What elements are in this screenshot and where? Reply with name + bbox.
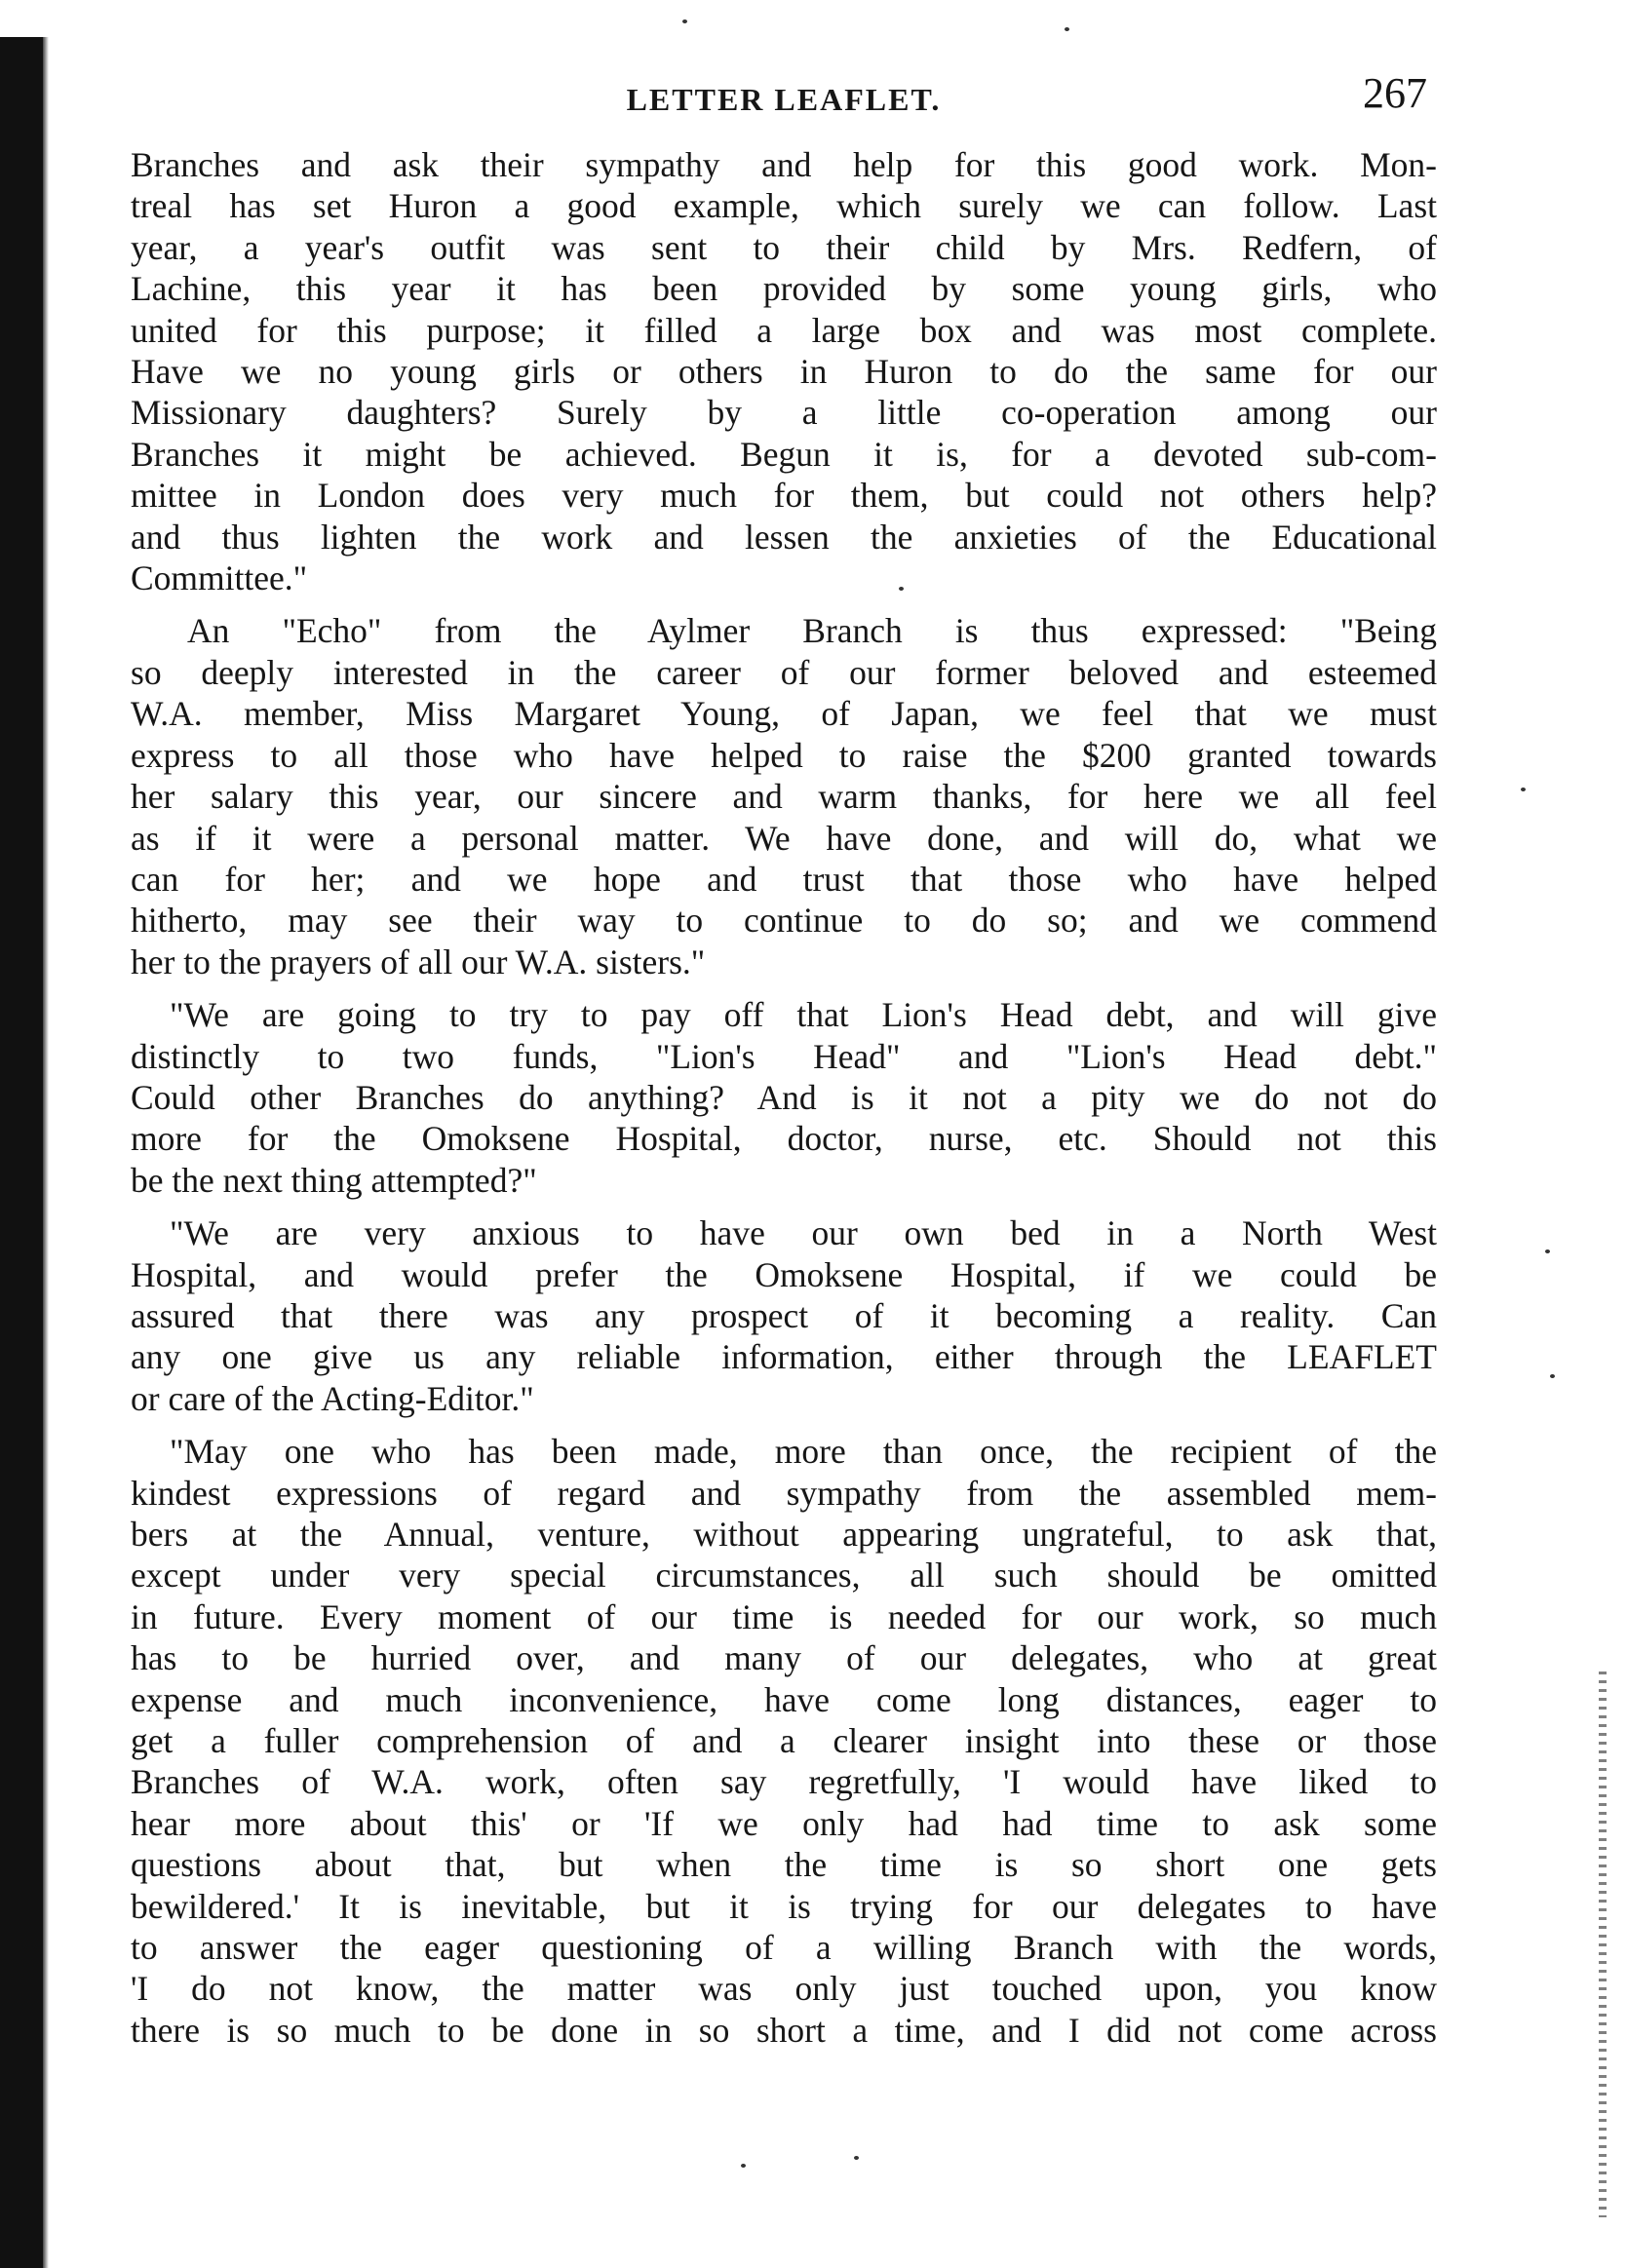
text-line: get a fuller comprehension of and a clearer insight into these or those [131, 1721, 1437, 1761]
text-line: distinctly to two funds, "Lion's Head" and "Lion's Head debt." [131, 1036, 1437, 1076]
text-line: be the next thing attempted?" [131, 1160, 537, 1200]
text-line: united for this purpose; it filled a large box and was most complete. [131, 310, 1437, 350]
text-line: Committee." [131, 558, 308, 598]
text-line: express to all those who have helped to raise the $200 granted towards [131, 735, 1437, 775]
text-line: so deeply interested in the career of our former beloved and esteemed [131, 652, 1437, 692]
speck [1545, 1249, 1550, 1253]
body-text [131, 144, 1437, 2051]
paragraph [131, 994, 1437, 1201]
text-line: more for the Omoksene Hospital, doctor, nurse, etc. Should not this [131, 1119, 1437, 1159]
text-line: 'I do not know, the matter was only just touched upon, you know [131, 1969, 1437, 2009]
text-line: any one give us any reliable information, either through the LEAFLET [131, 1337, 1437, 1377]
text-line: can for her; and we hope and trust that those who have helped [131, 859, 1437, 899]
text-line: questions about that, but when the time is so short one gets [131, 1845, 1437, 1885]
text-line: hear more about this' or 'If we only had had time to ask some [131, 1803, 1437, 1843]
text-line: kindest expressions of regard and sympathy from the assembled mem- [131, 1473, 1437, 1513]
text-line: and thus lighten the work and lessen the anxieties of the Educational [131, 517, 1437, 557]
text-line: there is so much to be done in so short a time, and I did not come across [131, 2010, 1437, 2050]
text-line: Missionary daughters? Surely by a little co-operation among our [131, 393, 1437, 433]
speck [1065, 27, 1069, 31]
text-line: to answer the eager questioning of a willing Branch with the words, [131, 1928, 1437, 1968]
text-line: except under very special circumstances, all such should be omitted [131, 1556, 1437, 1595]
text-line: "We are going to try to pay off that Lion's Head debt, and will give [170, 995, 1437, 1035]
text-line: hitherto, may see their way to continue to do so; and we commend [131, 901, 1437, 941]
speck [854, 2156, 859, 2160]
speck [741, 2164, 746, 2168]
text-line: year, a year's outfit was sent to their child by Mrs. Redfern, of [131, 227, 1437, 267]
text-line: An "Echo" from the Aylmer Branch is thus expressed: "Being [187, 611, 1437, 651]
running-head: LETTER LEAFLET. [626, 82, 942, 117]
paragraph [131, 1212, 1437, 1419]
text-line: Branches it might be achieved. Begun it is, for a devoted sub-com- [131, 434, 1437, 474]
paragraph [131, 1431, 1437, 2051]
text-line: her salary this year, our sincere and warm thanks, for here we all feel [131, 777, 1437, 817]
paragraph [131, 144, 1437, 598]
text-line: has to be hurried over, and many of our delegates, who at great [131, 1638, 1437, 1678]
text-line: treal has set Huron a good example, which surely we can follow. Last [131, 186, 1437, 226]
speck [1521, 788, 1526, 791]
text-line: or care of the Acting-Editor." [131, 1378, 534, 1418]
text-line: Could other Branches do anything? And is it not a pity we do not do [131, 1077, 1437, 1117]
text-line: in future. Every moment of our time is needed for our work, so much [131, 1596, 1437, 1636]
text-line: Hospital, and would prefer the Omoksene Hospital, if we could be [131, 1254, 1437, 1294]
text-line: Branches of W.A. work, often say regretfully, 'I would have liked to [131, 1762, 1437, 1802]
page [131, 68, 1437, 2062]
text-line: Lachine, this year it has been provided by some young girls, who [131, 269, 1437, 309]
text-line: expense and much inconvenience, have come long distances, eager to [131, 1679, 1437, 1719]
text-line: bewildered.' It is inevitable, but it is trying for our delegates to have [131, 1886, 1437, 1926]
text-line: her to the prayers of all our W.A. sisters." [131, 942, 706, 981]
text-line: Have we no young girls or others in Huron to do the same for our [131, 352, 1437, 392]
text-line: as if it were a personal matter. We have done, and will do, what we [131, 818, 1437, 858]
page-header [131, 68, 1437, 127]
text-line: "May one who has been made, more than once, the recipient of the [170, 1432, 1437, 1472]
speck [682, 19, 687, 23]
text-line: W.A. member, Miss Margaret Young, of Japan, we feel that we must [131, 694, 1437, 734]
text-line: mittee in London does very much for them, but could not others help? [131, 476, 1437, 516]
text-line: bers at the Annual, venture, without appearing ungrateful, to ask that, [131, 1515, 1437, 1554]
page-number: 267 [1363, 69, 1427, 117]
right-edge-marks [1599, 1672, 1607, 2217]
speck [1550, 1374, 1555, 1378]
paragraph [131, 610, 1437, 982]
binding-edge [0, 37, 43, 2268]
text-line: assured that there was any prospect of it becoming a reality. Can [131, 1295, 1437, 1335]
text-line: "We are very anxious to have our own bed in a North West [170, 1213, 1437, 1253]
text-line: Branches and ask their sympathy and help for this good work. Mon- [131, 145, 1437, 184]
